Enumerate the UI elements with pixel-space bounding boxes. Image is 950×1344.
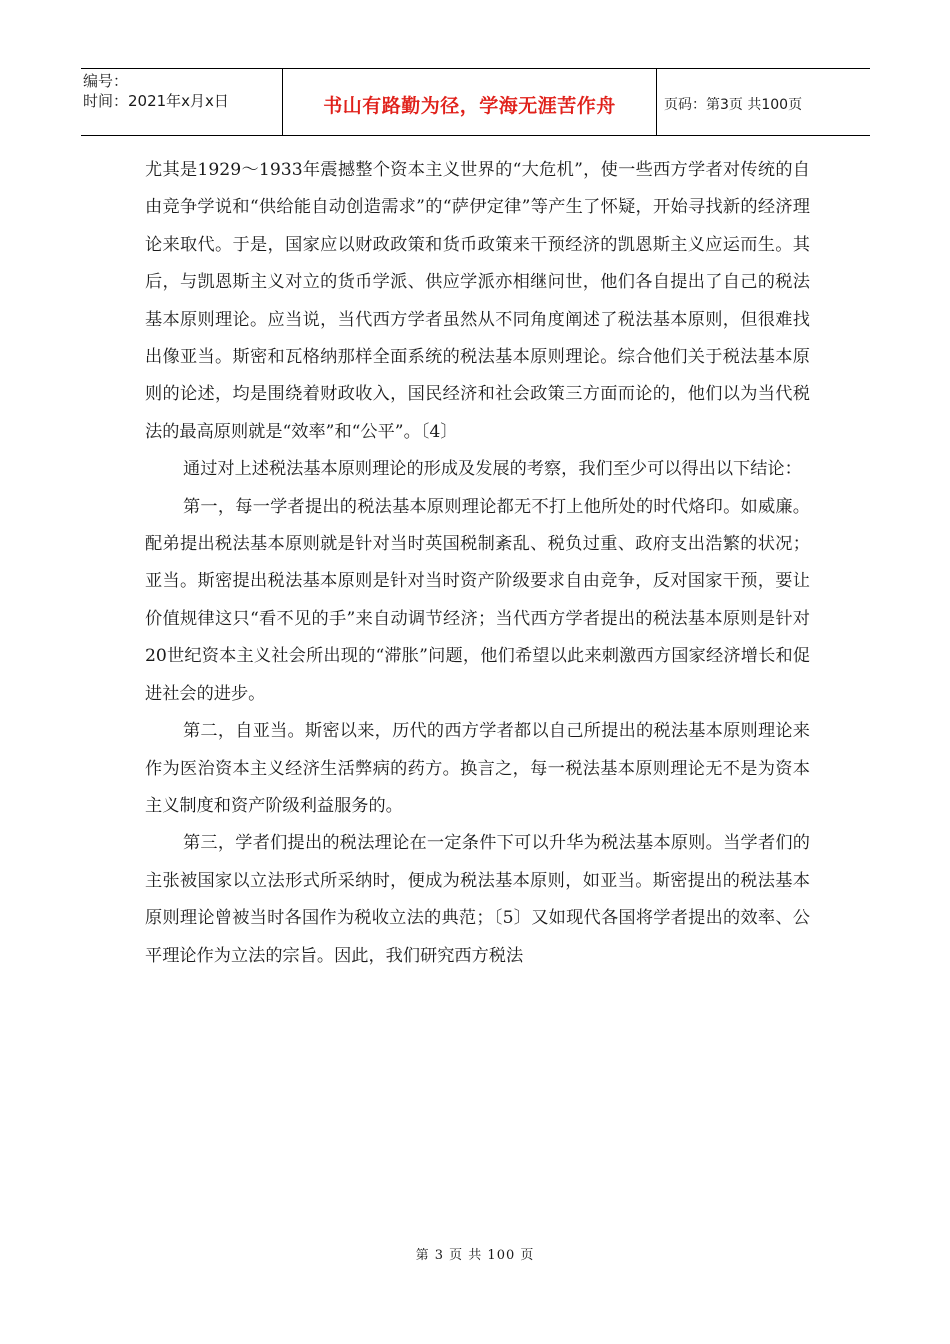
body-paragraph-3: 第一，每一学者提出的税法基本原则理论都无不打上他所处的时代烙印。如威廉。配弟提出税法基本原则就是针对当时英国税制紊乱、税负过重、政府支出浩繁的状况；亚当。斯密提出税法基本原则是针对当时资产阶级要求自由竞争，反对国家干预，要让价值规律这只“看不见的手”来自动调节经济；当代西方学者提出的税法基本原则是针对20世纪资本主义社会所出现的“滞胀”问题，他们希望以此来刺激西方国家经济增长和促进社会的进步。 <box>145 496 810 704</box>
header-motto <box>283 69 657 135</box>
document-header <box>81 68 870 136</box>
header-page-code <box>657 69 870 135</box>
page-footer <box>0 1244 950 1263</box>
number-label: 编号： <box>83 72 129 90</box>
time-label: 时间：2021年x月x日 <box>83 92 229 110</box>
document-body <box>145 152 810 975</box>
body-paragraph-2: 通过对上述税法基本原则理论的形成及发展的考察，我们至少可以得出以下结论： <box>183 459 802 480</box>
footer-page-number: 第 3 页 共 100 页 <box>415 1248 535 1263</box>
body-paragraph-4: 第二，自亚当。斯密以来，历代的西方学者都以自己所提出的税法基本原则理论来作为医治资本主义经济生活弊病的药方。换言之，每一税法基本原则理论无不是为资本主义制度和资产阶级利益服务的。 <box>145 721 810 816</box>
header-meta <box>81 69 283 135</box>
body-paragraph-5: 第三，学者们提出的税法理论在一定条件下可以升华为税法基本原则。当学者们的主张被国家以立法形式所采纳时，便成为税法基本原则，如亚当。斯密提出的税法基本原则理论曾被当时各国作为税收立法的典范；〔5〕又如现代各国将学者提出的效率、公平理论作为立法的宗旨。因此，我们研究西方税法 <box>145 833 810 966</box>
body-paragraph-1: 尤其是1929～1933年震撼整个资本主义世界的“大危机”，使一些西方学者对传统的自由竞争学说和“供给能自动创造需求”的“萨伊定律”等产生了怀疑，开始寻找新的经济理论来取代。于是，国家应以财政政策和货币政策来干预经济的凯恩斯主义应运而生。其后，与凯恩斯主义对立的货币学派、供应学派亦相继问世，他们各自提出了自己的税法基本原则理论。应当说，当代西方学者虽然从不同角度阐述了税法基本原则，但很难找出像亚当。斯密和瓦格纳那样全面系统的税法基本原则理论。综合他们关于税法基本原则的论述，均是围绕着财政收入，国民经济和社会政策三方面而论的，他们以为当代税法的最高原则就是“效率”和“公平”。〔4〕 <box>145 160 810 442</box>
page-code-text: 页码：第3页 共100页 <box>664 97 803 113</box>
motto-text: 书山有路勤为径，学海无涯苦作舟 <box>323 94 616 117</box>
